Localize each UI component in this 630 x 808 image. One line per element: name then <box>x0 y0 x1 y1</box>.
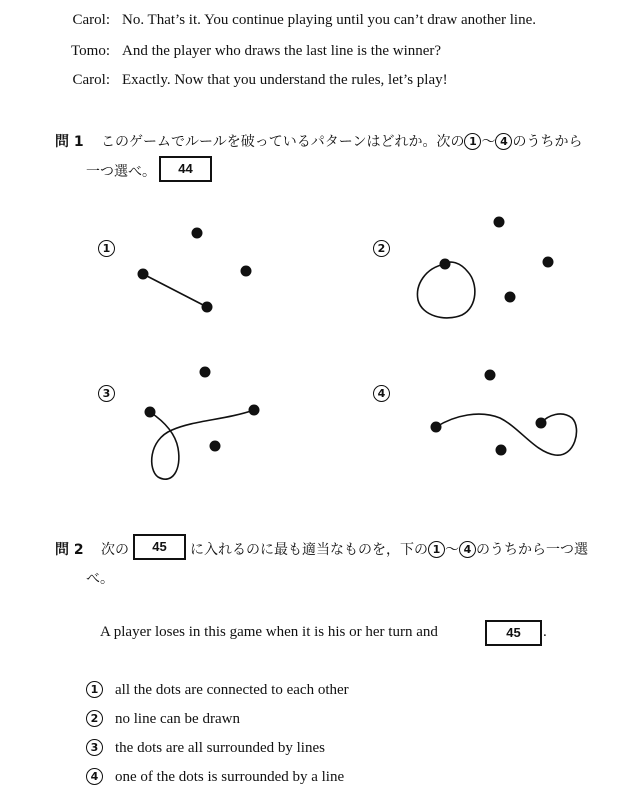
question-text-line2: 一つ選べ。 <box>86 164 156 180</box>
question-text-part: のうちから一つ選 <box>476 542 588 558</box>
question-text-part: のうちから <box>512 134 583 150</box>
speaker: Carol: <box>72 12 110 28</box>
dot <box>496 445 506 455</box>
question-text-part: に入れるのに最も適当なものを，下の <box>190 542 428 558</box>
option-1[interactable] <box>86 681 349 699</box>
dialogue-line: No. That’s it. You continue playing until you can’t draw another line. <box>122 12 536 28</box>
figure-1 <box>138 228 251 312</box>
option-text: no line can be drawn <box>115 711 240 727</box>
figure-label-number: 1 <box>98 240 115 257</box>
dot <box>200 367 210 377</box>
question-text-part: 〜 <box>481 134 496 150</box>
drawn-line <box>143 274 207 307</box>
answer-box-45[interactable]: 45 <box>133 534 186 560</box>
figure-label-number: 2 <box>373 240 390 257</box>
dot <box>210 441 220 451</box>
choice-ref-1: 1 <box>428 541 445 558</box>
question-text-part: 次の <box>101 542 129 558</box>
choice-ref-4: 4 <box>495 133 512 150</box>
dot <box>543 257 553 267</box>
figure-label-number: 3 <box>98 385 115 402</box>
question-text-part: 〜 <box>445 542 459 558</box>
dot <box>485 370 495 380</box>
figure-label-number: 4 <box>373 385 390 402</box>
choice-ref-1: 1 <box>464 133 481 150</box>
speaker: Carol: <box>72 72 110 88</box>
option-2[interactable] <box>86 710 240 728</box>
question-number: 問 2 <box>55 542 84 558</box>
question-text-part: このゲームでルールを破っているパターンはどれか。次の <box>101 134 465 150</box>
dialogue-line: And the player who draws the last line is the winner? <box>122 43 442 59</box>
dot <box>241 266 251 276</box>
drawn-line <box>150 410 254 479</box>
sentence-answer-box-45[interactable]: 45 <box>485 620 542 646</box>
dialogue-line: Exactly. Now that you understand the rules, let’s play! <box>122 72 448 88</box>
option-number: 3 <box>86 739 103 756</box>
figure-3 <box>145 367 259 479</box>
option-number: 4 <box>86 768 103 785</box>
option-text: one of the dots is surrounded by a line <box>115 769 345 785</box>
option-text: the dots are all surrounded by lines <box>115 740 325 756</box>
option-number: 2 <box>86 710 103 727</box>
figure-4 <box>431 370 577 455</box>
dot <box>505 292 515 302</box>
question-number: 問 1 <box>55 134 84 150</box>
option-number: 1 <box>86 681 103 698</box>
figure-2 <box>417 217 553 318</box>
answer-box-44[interactable]: 44 <box>159 156 212 182</box>
question-text-line2: べ。 <box>86 571 114 587</box>
dot <box>494 217 504 227</box>
choice-ref-4: 4 <box>459 541 476 558</box>
question-text <box>190 539 588 559</box>
dot <box>192 228 202 238</box>
option-3[interactable] <box>86 739 325 757</box>
sentence-period: . <box>543 624 547 640</box>
drawn-loop <box>417 262 474 318</box>
blank-sentence: A player loses in this game when it is his or her turn and <box>100 624 438 640</box>
option-text: all the dots are connected to each other <box>115 682 349 698</box>
option-4[interactable] <box>86 768 344 786</box>
speaker: Tomo: <box>71 43 110 59</box>
